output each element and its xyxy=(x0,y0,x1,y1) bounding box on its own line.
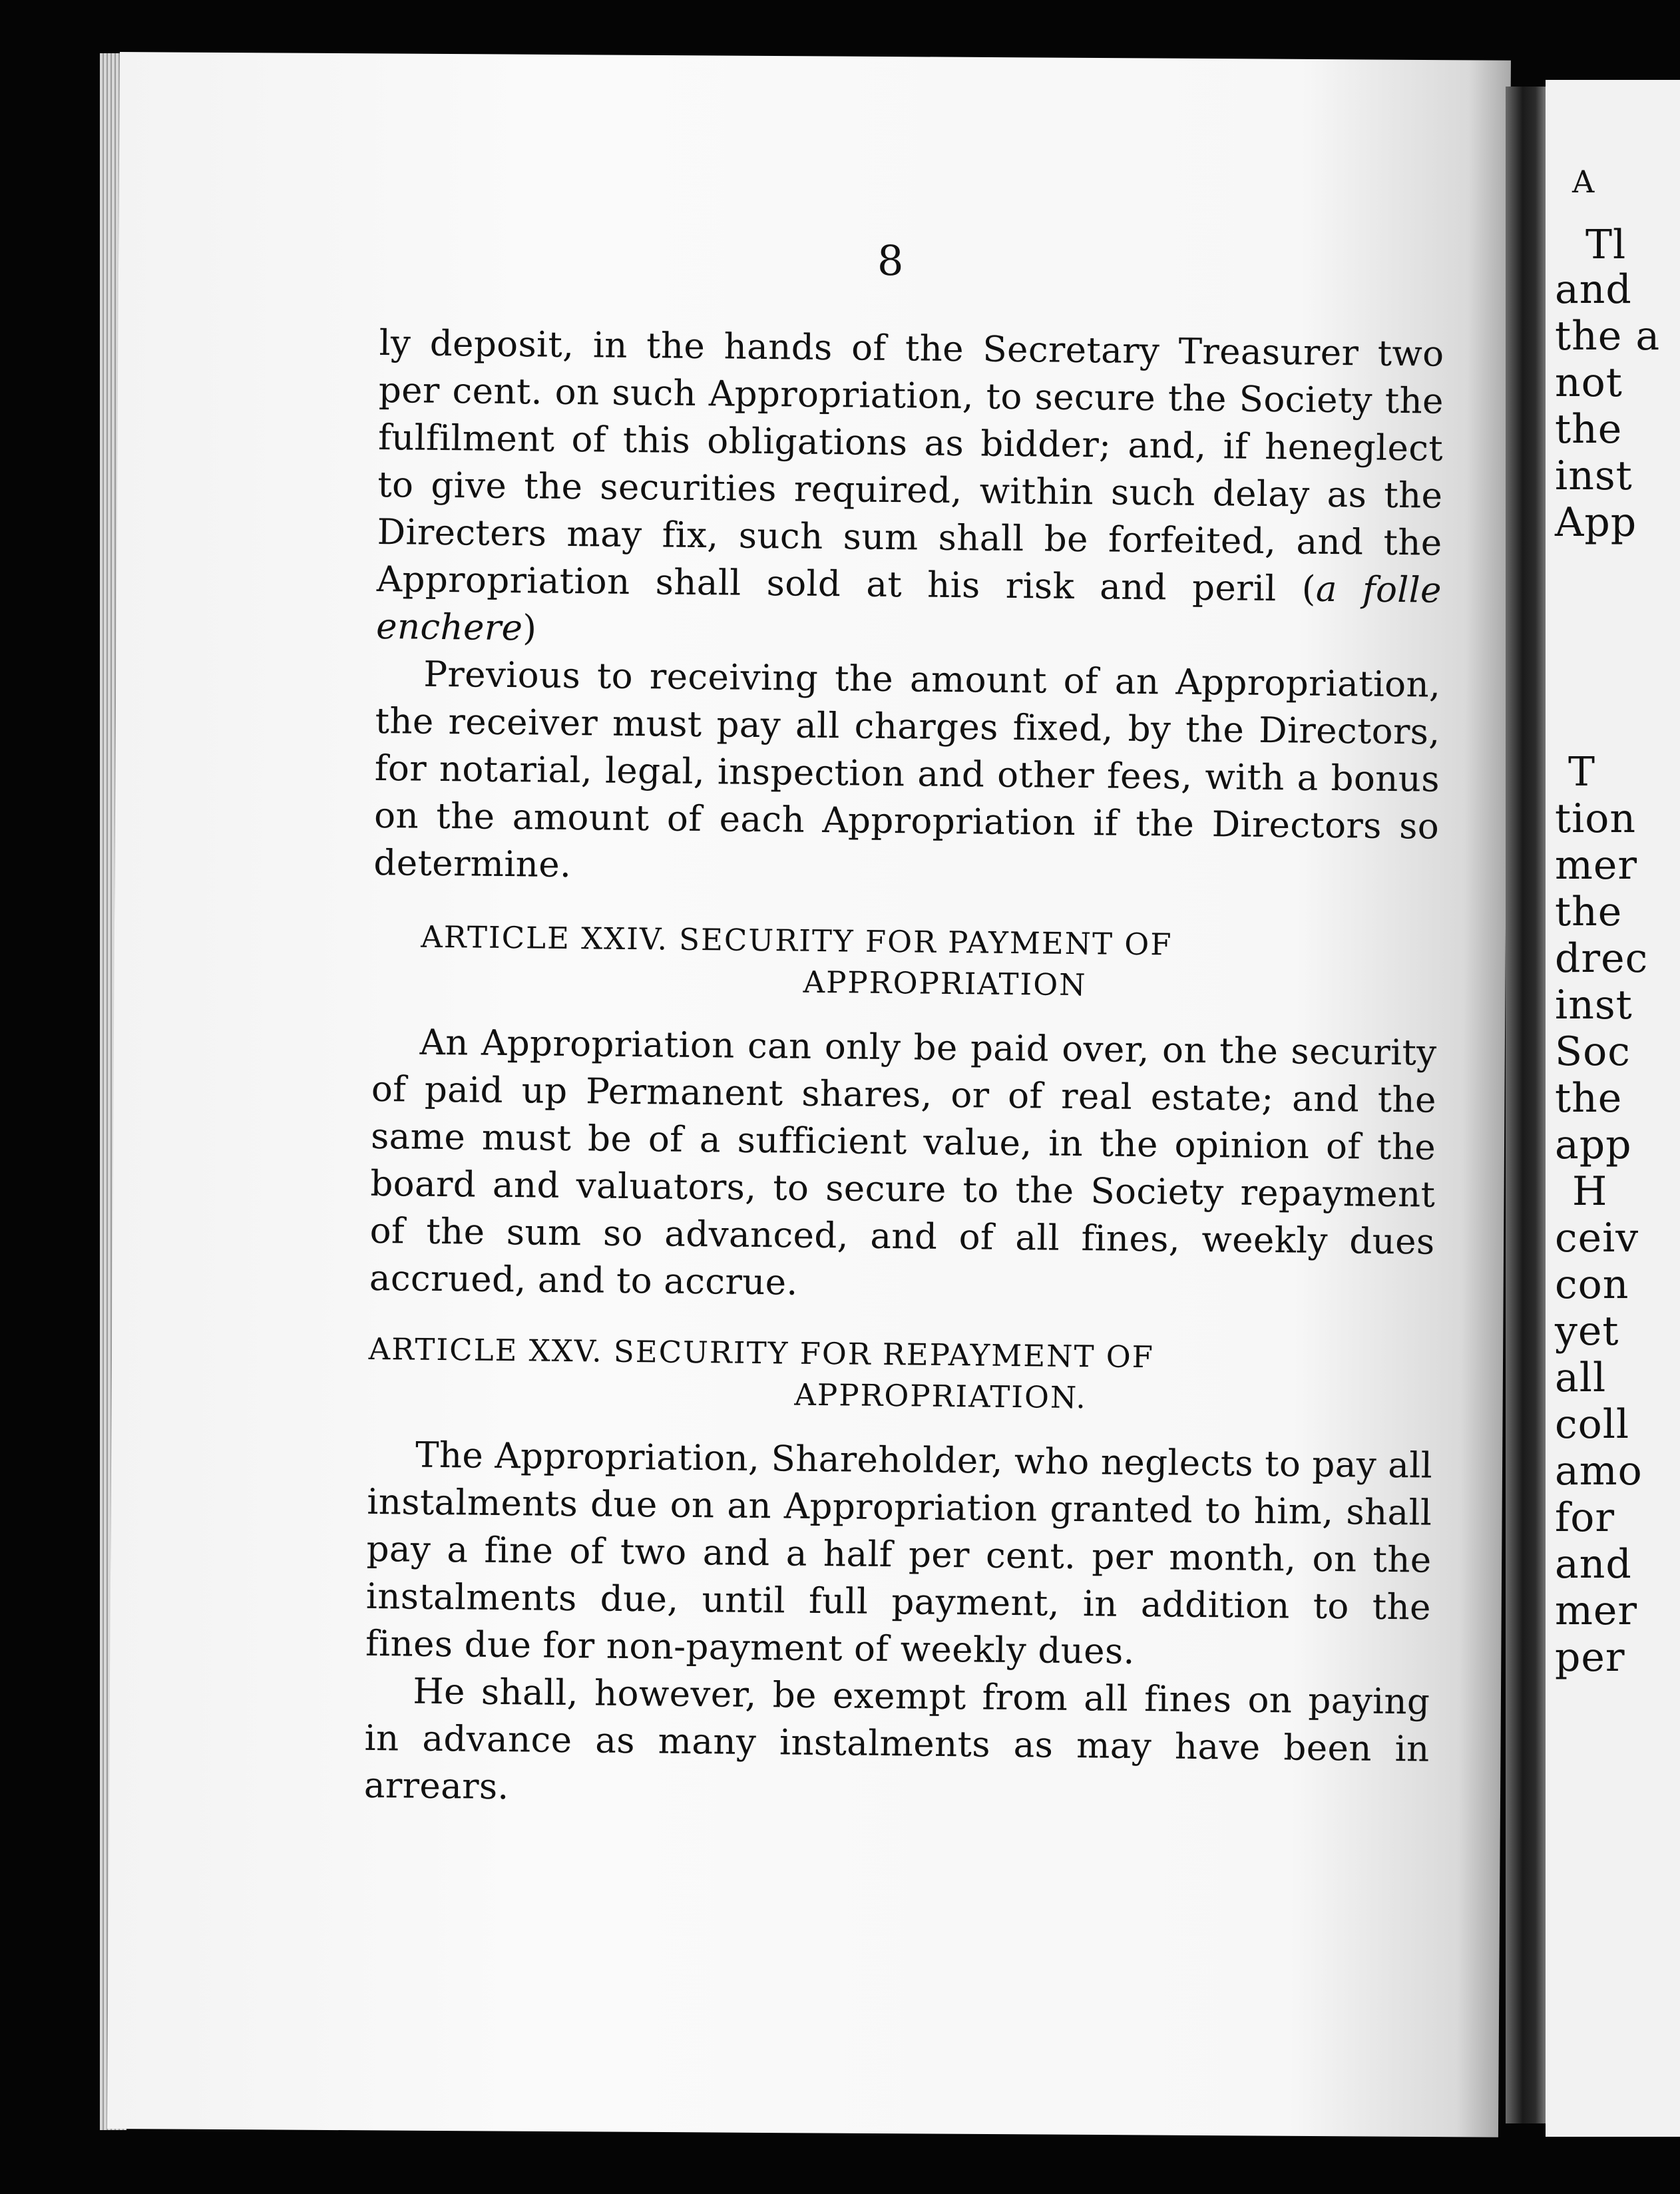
facing-page-fragment: inst xyxy=(1555,982,1633,1028)
article-24-heading-line1: ARTICLE XXIV. SECURITY FOR PAYMENT OF xyxy=(421,919,1173,963)
facing-page-fragment: coll xyxy=(1555,1401,1630,1448)
facing-page-fragment: per xyxy=(1555,1634,1625,1681)
page-text-block xyxy=(364,320,1444,1821)
facing-page-fragment: Soc xyxy=(1555,1028,1631,1075)
article-25-body: The Appropriation, Shareholder, who neglects to pay all instalments due on an Appropriation granted to him, shall pay a fine of two and a half per cent. per month, on the instalments due, until full payment, in addition to the fines due for non-payment of weekly dues. xyxy=(365,1434,1433,1672)
facing-page-fragment: app xyxy=(1555,1122,1632,1168)
article-24-heading xyxy=(372,916,1438,1010)
facing-page-fragment: the xyxy=(1555,406,1623,453)
facing-page xyxy=(1546,80,1680,2137)
book-gutter xyxy=(1506,87,1548,2123)
facing-page-fragment: Tl xyxy=(1585,222,1627,268)
paragraph: ly deposit, in the hands of the Secretary Treasurer two per cent. on such Appropriation, to secure the Society the fulfilment of this obligations as bidder; and, if heneglect to give the securities required, within such delay as the Directers may fix, such sum shall be forfeited, and the Appropriation shall sold at his risk and peril (a folle enchere) xyxy=(375,322,1444,649)
page-number: 8 xyxy=(877,236,904,285)
facing-page-fragment: for xyxy=(1555,1494,1615,1541)
facing-page-fragment: the a xyxy=(1555,313,1661,359)
article-25-heading-line2: APPROPRIATION. xyxy=(794,1377,1088,1416)
facing-page-fragment: ceiv xyxy=(1555,1215,1639,1261)
facing-page-fragment: con xyxy=(1555,1261,1629,1308)
facing-page-fragment: the xyxy=(1555,889,1623,935)
facing-page-fragment: mer xyxy=(1555,842,1638,889)
facing-page-fragment: amo xyxy=(1555,1448,1643,1494)
facing-page-fragment: A xyxy=(1572,164,1595,200)
facing-page-fragment: mer xyxy=(1555,1588,1638,1634)
article-24-heading-line2: APPROPRIATION xyxy=(803,964,1087,1003)
facing-page-fragment: inst xyxy=(1555,453,1633,499)
italic-phrase: a folle enchere xyxy=(375,568,1442,649)
facing-page-fragment: yet xyxy=(1555,1308,1619,1355)
article-25-heading xyxy=(368,1329,1434,1423)
facing-page-fragment: H xyxy=(1572,1168,1608,1215)
article-25-heading-line1: ARTICLE XXV. SECURITY FOR REPAYMENT OF xyxy=(368,1331,1155,1375)
facing-page-fragment: not xyxy=(1555,359,1623,406)
article-24-body: An Appropriation can only be paid over, on the security of paid up Permanent shares, or of real estate; and the same must be of a sufficient value, in the opinion of the board and valuators, to secure to the Society repayment of the sum so advanced, and of all fines, weekly dues accrued, and to accrue. xyxy=(369,1022,1437,1303)
facing-page-fragment: App xyxy=(1555,499,1637,546)
facing-page-fragment: the xyxy=(1555,1075,1623,1122)
facing-page-fragment: and xyxy=(1555,266,1632,313)
facing-page-fragment: and xyxy=(1555,1541,1632,1588)
paragraph-text: ly deposit, in the hands of the Secretary Treasurer two per cent. on such Appropriation, to secure the Society the fulfilment of this obligations as bidder; and, if heneglect to give the securities required, within such delay as the Directers may fix, such sum shall be forfeited, and the Appropriation shall sold at his risk and peril xyxy=(376,322,1444,610)
paragraph: Previous to receiving the amount of an Appropriation, the receiver must pay all charges fixed, by the Directors, for notarial, legal, inspection and other fees, with a bonus on the amount of each Appropriation if the Directors so determine. xyxy=(373,654,1441,886)
facing-page-fragment: tion xyxy=(1555,795,1637,842)
facing-page-fragment: all xyxy=(1555,1355,1607,1401)
facing-page-fragment: T xyxy=(1568,749,1596,795)
article-25-body: He shall, however, be exempt from all fines on paying in advance as many instalments as may have been in arrears. xyxy=(363,1671,1430,1808)
facing-page-fragment: drec xyxy=(1555,935,1649,982)
